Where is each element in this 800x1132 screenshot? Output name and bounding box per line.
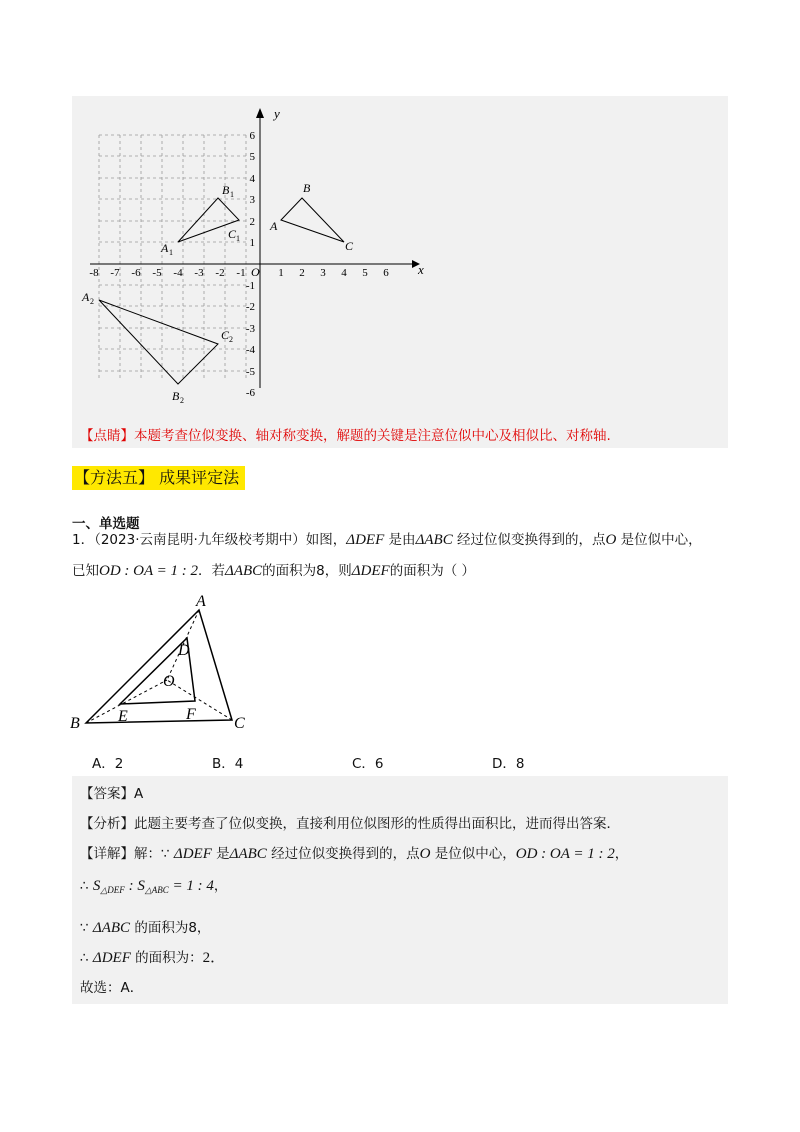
coordinate-graph [72, 96, 728, 448]
point-labels [81, 181, 354, 405]
svg-text:6: 6 [383, 267, 389, 279]
svg-text:A: A [196, 594, 206, 610]
svg-text:5: 5 [249, 151, 255, 163]
question-line-2: 已知OD : OA = 1 : 2．若ΔABC的面积为8，则ΔDEF的面积为（ ） [72, 563, 476, 579]
note-tag: 【点睛】 [80, 428, 134, 444]
label-c1: C [228, 227, 237, 241]
method-title: 【方法五】 成果评定法 [72, 466, 245, 490]
y-axis-arrow [256, 108, 264, 118]
label-a2: A [82, 290, 90, 304]
coordinate-figure-block [72, 96, 728, 448]
svg-text:1: 1 [236, 234, 240, 243]
svg-text:-5: -5 [152, 267, 162, 279]
x-axis-label: x [418, 262, 424, 277]
option-a[interactable]: A．2 [92, 756, 124, 772]
svg-text:2: 2 [249, 216, 255, 228]
note-text: 本题考查位似变换、轴对称变换，解题的关键是注意位似中心及相似比、对称轴. [134, 428, 611, 444]
detail-line-4: ∴ ΔDEF 的面积为：2． [80, 950, 226, 966]
label-b1: B [222, 183, 230, 197]
svg-text:-6: -6 [245, 387, 255, 399]
option-b[interactable]: B．4 [212, 756, 244, 772]
svg-text:-4: -4 [173, 267, 183, 279]
label-a: A [270, 219, 278, 233]
svg-text:5: 5 [362, 267, 368, 279]
svg-text:-4: -4 [245, 344, 255, 356]
svg-text:-3: -3 [245, 323, 255, 335]
label-a1: A [161, 241, 169, 255]
svg-text:1: 1 [230, 190, 234, 199]
label-c2: C [221, 328, 230, 342]
x-tick-labels [89, 267, 389, 279]
detail-line-2: ∴ $S_{\triangle DEF}$ : $S_{\triangle ABC} = 1$ : 4， [80, 878, 228, 895]
triangle-figure [66, 594, 266, 734]
svg-text:-5: -5 [245, 366, 255, 378]
svg-text:1: 1 [169, 248, 173, 257]
triangle-abc [281, 198, 344, 242]
svg-text:-6: -6 [131, 267, 141, 279]
section-title: 一、单选题 [72, 516, 140, 532]
svg-text:F: F [186, 706, 196, 723]
option-d[interactable]: D．8 [492, 756, 525, 772]
label-c: C [345, 239, 354, 253]
svg-text:3: 3 [249, 194, 255, 206]
y-axis-label: y [274, 106, 280, 121]
svg-text:O: O [163, 673, 175, 690]
svg-text:1: 1 [249, 237, 255, 249]
svg-text:C: C [234, 715, 245, 732]
note-line [80, 426, 611, 446]
svg-text:2: 2 [90, 297, 94, 306]
grid-lines [99, 135, 246, 381]
svg-text:-8: -8 [89, 267, 99, 279]
svg-text:-7: -7 [110, 267, 120, 279]
option-c[interactable]: C．6 [352, 756, 384, 772]
svg-text:-2: -2 [245, 301, 255, 313]
svg-text:-1: -1 [245, 280, 255, 292]
choose-line: 故选：A． [80, 980, 144, 996]
svg-text:4: 4 [341, 267, 347, 279]
figure-labels [70, 594, 245, 732]
svg-text:2: 2 [229, 335, 233, 344]
svg-text:2: 2 [299, 267, 305, 279]
svg-text:B: B [70, 715, 80, 732]
detail-line-1: 【详解】解：∵ ΔDEF 是ΔABC 经过位似变换得到的，点O 是位似中心，OD : OA = 1 : 2， [80, 846, 629, 862]
detail-line-3: ∵ ΔABC 的面积为8， [80, 920, 211, 936]
svg-text:1: 1 [278, 267, 284, 279]
label-b2: B [172, 389, 180, 403]
answer-line: 【答案】A [80, 786, 144, 802]
solution-block [72, 776, 728, 1004]
triangle-a2b2c2 [99, 300, 218, 384]
question-line-1: 1．（2023·云南昆明·九年级校考期中）如图，ΔDEF 是由ΔABC 经过位似变换得到的，点O 是位似中心， [72, 532, 702, 548]
svg-text:4: 4 [249, 173, 255, 185]
svg-text:-3: -3 [194, 267, 204, 279]
svg-text:6: 6 [249, 130, 255, 142]
svg-text:3: 3 [320, 267, 326, 279]
svg-text:-2: -2 [215, 267, 225, 279]
svg-text:E: E [118, 708, 128, 725]
svg-text:D: D [178, 642, 190, 659]
svg-text:-1: -1 [236, 267, 246, 279]
analysis-line: 【分析】此题主要考查了位似变换，直接利用位似图形的性质得出面积比，进而得出答案． [80, 816, 620, 832]
svg-text:2: 2 [180, 396, 184, 405]
label-b: B [303, 181, 311, 195]
origin-label: O [251, 265, 260, 279]
